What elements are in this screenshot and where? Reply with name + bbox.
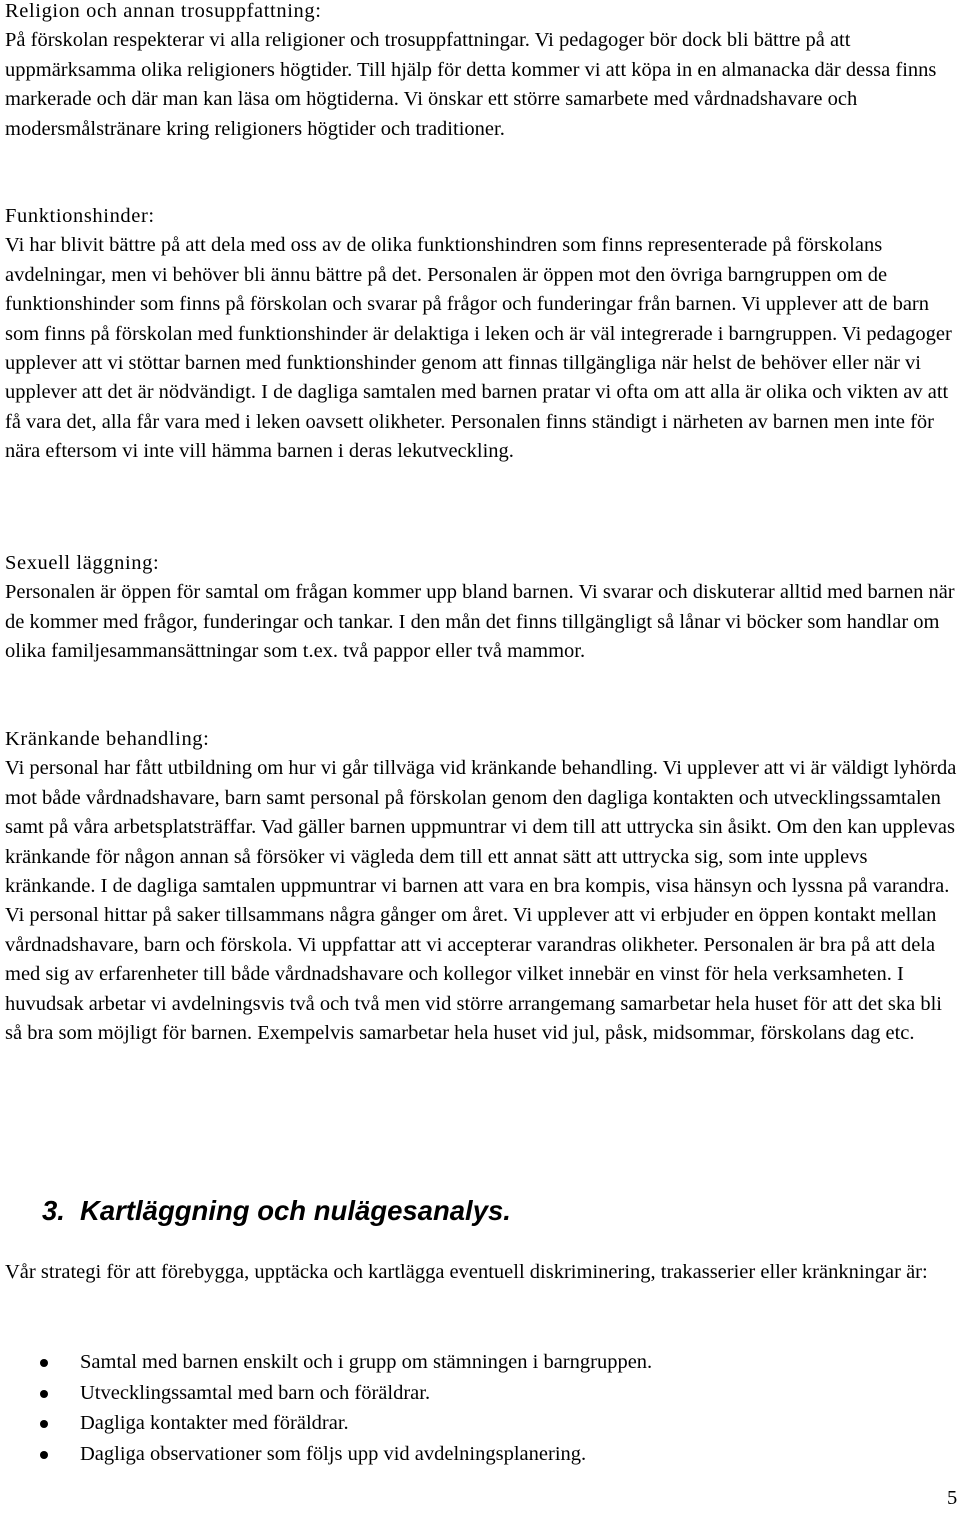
strategy-list: [0, 1347, 960, 1469]
section-body: Vi personal har fått utbildning om hur vi går tillväga vid kränkande behandling. Vi upplever att vi är väldigt lyhörda mot både vårdnadshavare, barn samt personal på förskolan genom den dagliga kontakten och utvecklingssamtalen samt på våra arbetsplatsträffar. Vad gäller barnen uppmuntrar vi dem till att uttrycka sin åsikt. Om den kan upplevas kränkande för någon annan så försöker vi vägleda dem till ett annat sätt att uttrycka sig, som inte upplevs kränkande. I de dagliga samtalen uppmuntrar vi barnen att vara en bra kompis, visa hänsyn och lyssna på varandra. Vi personal hittar på saker tillsammans några gånger om året. Vi upplever att vi erbjuder en öppen kontakt mellan vårdnadshavare, barn och förskola. Vi uppfattar att vi accepterar varandras olikheter. Personalen är bra på att dela med sig av erfarenheter till både vårdnadshavare och kollegor vilket innebär en vinst för hela verksamheten. I huvudsak arbetar vi avdelningsvis två och två men vid större arrangemang samarbetar hela huset för att det ska bli så bra som möjligt för barnen. Exempelvis samarbetar hela huset vid jul, påsk, midsommar, förskolans dag etc.: [5, 757, 957, 1045]
section-religion: [5, 0, 960, 144]
bullet-icon: [40, 1451, 48, 1459]
section-body: Vi har blivit bättre på att dela med oss av de olika funktionshindren som finns representerade på förskolans avdelningar, men vi behöver bli ännu bättre på det. Personalen är öppen mot den övriga barngruppen om de funktionshinder som finns på förskolan och svarar på frågor och funderingar från barnen. Vi upplever att de barn som finns på förskolan med funktionshinder är delaktiga i leken och är väl integrerade i barngruppen. Vi pedagoger upplever att vi stöttar barnen med funktionshinder genom att finnas tillgängliga när helst de behöver eller när vi upplever att det är nödvändigt. I de dagliga samtalen med barnen pratar vi ofta om att alla är olika och vikten av att få vara det, alla får vara med i leken oavsett olikheter. Personalen finns ständigt i närheten av barnen men inte för nära eftersom vi inte vill hämma barnen i deras lekutveckling.: [5, 234, 952, 463]
bullet-icon: [40, 1359, 48, 1367]
section-krankande-behandling: [5, 725, 960, 1048]
list-item: [0, 1347, 960, 1378]
page-number: 5: [947, 1487, 958, 1509]
list-item-text: Dagliga kontakter med föräldrar.: [80, 1412, 349, 1435]
list-item: [0, 1439, 960, 1470]
section-sexuell-laggning: [5, 549, 960, 667]
list-item: [0, 1408, 960, 1439]
section-funktionshinder: [5, 202, 960, 467]
list-item-text: Utvecklingssamtal med barn och föräldrar.: [80, 1381, 431, 1404]
intro-text: Vår strategi för att förebygga, upptäcka och kartlägga eventuell diskriminering, trakasserier eller kränkningar är:: [5, 1261, 928, 1283]
strategy-intro: [5, 1258, 960, 1287]
section-heading: Sexuell läggning:: [5, 552, 160, 574]
section-heading: Funktionshinder:: [5, 205, 155, 227]
section-heading: Religion och annan trosuppfattning:: [5, 0, 322, 22]
list-item-text: Samtal med barnen enskilt och i grupp om stämningen i barngruppen.: [80, 1351, 653, 1373]
chapter-heading: [42, 1193, 511, 1229]
section-heading: Kränkande behandling:: [5, 728, 210, 750]
list-item: [0, 1378, 960, 1409]
bullet-icon: [40, 1420, 48, 1428]
chapter-title: Kartläggning och nulägesanalys.: [80, 1195, 511, 1226]
chapter-number: 3.: [42, 1195, 65, 1226]
list-item-text: Dagliga observationer som följs upp vid avdelningsplanering.: [80, 1442, 587, 1465]
bullet-icon: [40, 1390, 48, 1398]
section-body: Personalen är öppen för samtal om frågan kommer upp bland barnen. Vi svarar och diskuterar alltid med barnen när de kommer med frågor, funderingar och tankar. I den mån det finns tillgängligt så lånar vi böcker som handlar om olika familjesammansättningar som t.ex. två pappor eller två mammor.: [5, 581, 955, 663]
section-body: På förskolan respekterar vi alla religioner och trosuppfattningar. Vi pedagoger bör dock bli bättre på att uppmärksamma olika religioners högtider. Till hjälp för detta kommer vi att köpa in en almanacka där dessa finns markerade och där man kan läsa om högtiderna. Vi önskar ett större samarbete med vårdnadshavare och modersmålstränare kring religioners högtider och traditioner.: [5, 29, 937, 140]
